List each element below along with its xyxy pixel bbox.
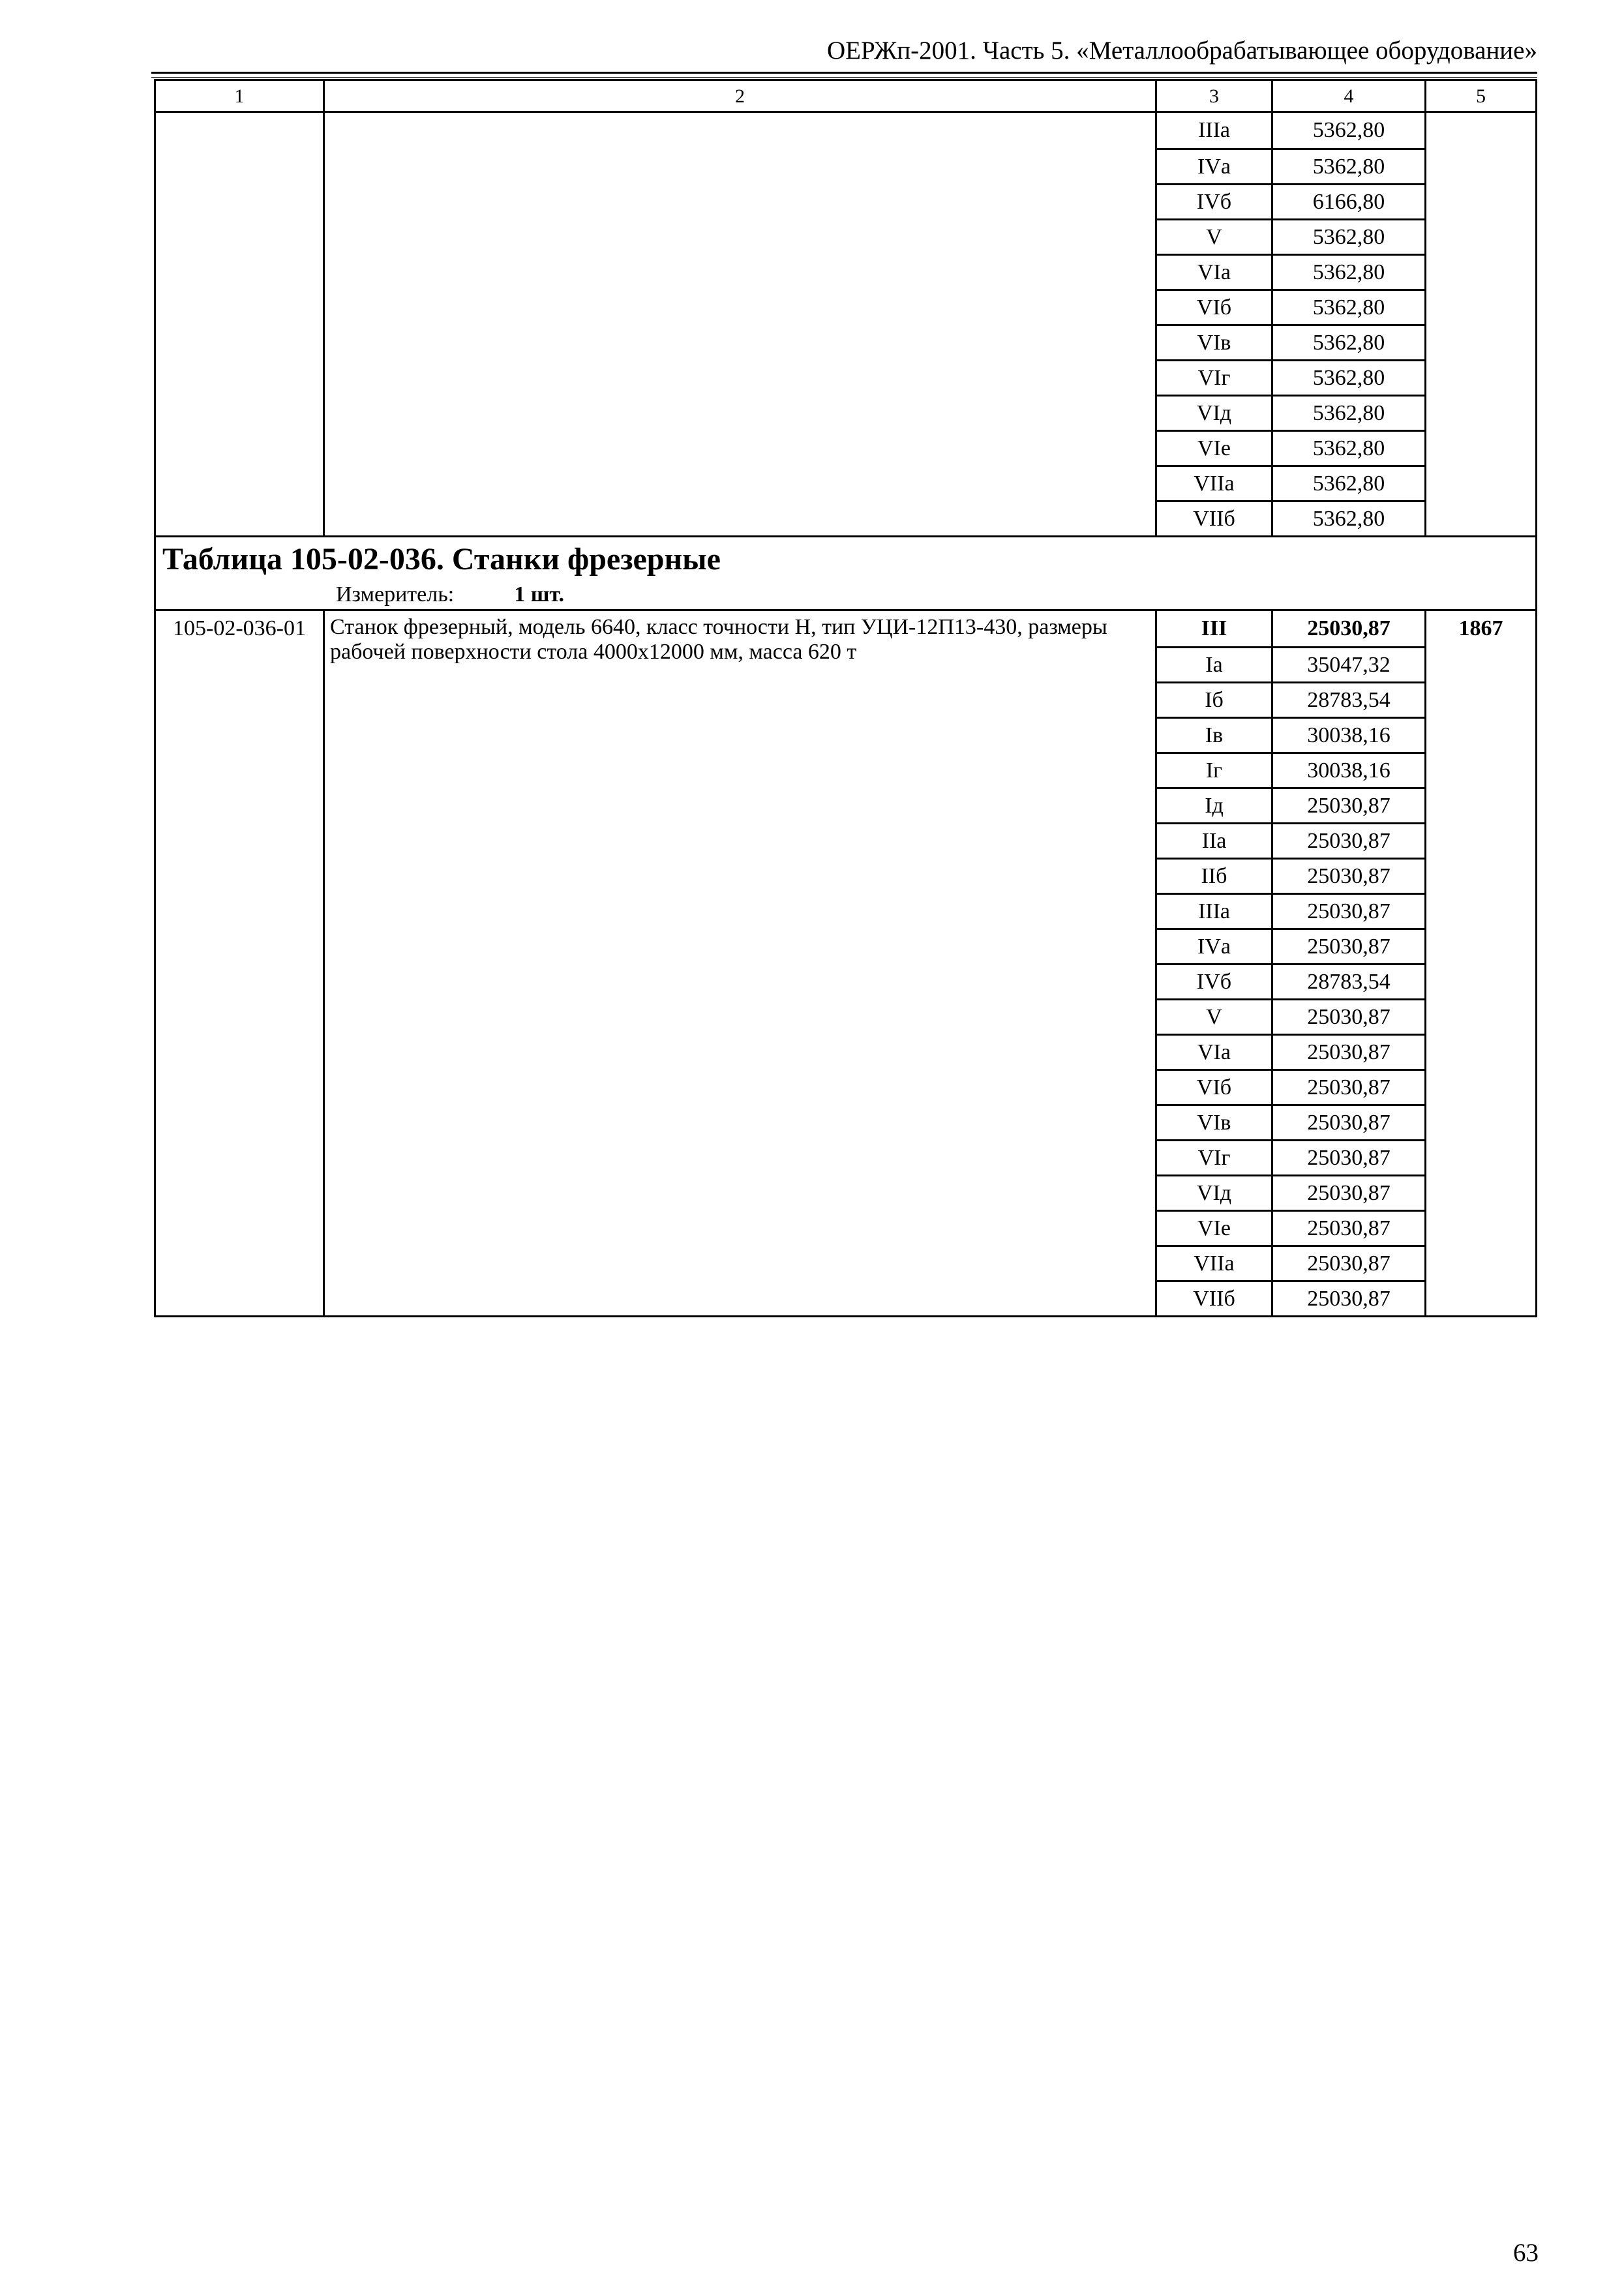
zone-value: III xyxy=(1201,616,1227,641)
price-value: 25030,87 xyxy=(1273,1245,1424,1280)
column-number: 1 xyxy=(155,80,324,112)
zone-value: Iг xyxy=(1157,752,1271,787)
price-value: 25030,87 xyxy=(1273,998,1424,1034)
price-cell xyxy=(1272,112,1426,537)
column-number: 3 xyxy=(1156,80,1272,112)
price-value: 28783,54 xyxy=(1273,963,1424,998)
zone-value: VIе xyxy=(1157,430,1271,465)
zone-value: IVб xyxy=(1157,183,1271,218)
price-value: 5362,80 xyxy=(1273,148,1424,183)
description-cell xyxy=(324,112,1156,537)
price-value: 25030,87 xyxy=(1273,1104,1424,1139)
column-number: 4 xyxy=(1272,80,1426,112)
entry-code: 105-02-036-01 xyxy=(155,610,324,1317)
zone-value: IVб xyxy=(1157,963,1271,998)
zone-value: VIб xyxy=(1157,1069,1271,1104)
zone-value: Iд xyxy=(1157,787,1271,822)
price-value: 5362,80 xyxy=(1273,218,1424,254)
price-value: 5362,80 xyxy=(1312,118,1385,143)
table-title-cell xyxy=(155,537,1537,610)
price-value: 5362,80 xyxy=(1273,395,1424,430)
price-cell xyxy=(1272,610,1426,1317)
zone-list xyxy=(1157,611,1271,1315)
price-value: 30038,16 xyxy=(1273,752,1424,787)
entry-row xyxy=(155,610,1537,1317)
price-list xyxy=(1273,113,1424,535)
price-value: 25030,87 xyxy=(1273,1210,1424,1245)
page-number: 63 xyxy=(1513,2239,1539,2267)
table-title-row xyxy=(155,537,1537,610)
zone-value: VIIб xyxy=(1157,1280,1271,1315)
price-value: 5362,80 xyxy=(1273,465,1424,500)
price-value: 25030,87 xyxy=(1273,858,1424,893)
price-value: 25030,87 xyxy=(1273,1034,1424,1069)
zone-value: VIIб xyxy=(1157,500,1271,535)
zone-value: VIв xyxy=(1157,1104,1271,1139)
header-rule xyxy=(151,72,1537,74)
col5-cell xyxy=(1426,112,1537,537)
price-value: 35047,32 xyxy=(1273,646,1424,681)
price-value: 5362,80 xyxy=(1273,289,1424,324)
zone-value: VIIа xyxy=(1157,1245,1271,1280)
column-number: 5 xyxy=(1426,80,1537,112)
price-value: 5362,80 xyxy=(1273,324,1424,359)
zone-list xyxy=(1157,113,1271,535)
entry-col5: 1867 xyxy=(1426,610,1537,1317)
price-list xyxy=(1273,611,1424,1315)
price-value: 25030,87 xyxy=(1273,1280,1424,1315)
zone-value: VIг xyxy=(1157,1139,1271,1174)
zone-value: Iа xyxy=(1157,646,1271,681)
zone-value: IIIа xyxy=(1157,893,1271,928)
price-value: 25030,87 xyxy=(1273,1139,1424,1174)
zone-value: V xyxy=(1157,998,1271,1034)
column-number-row xyxy=(155,80,1537,112)
code-cell xyxy=(155,112,324,537)
meter-label: Измеритель: xyxy=(336,582,455,606)
zone-value: IIб xyxy=(1157,858,1271,893)
zone-value: IVа xyxy=(1157,928,1271,963)
zone-value: IIа xyxy=(1157,822,1271,858)
price-value: 25030,87 xyxy=(1273,787,1424,822)
price-value: 28783,54 xyxy=(1273,681,1424,717)
zone-value: Iб xyxy=(1157,681,1271,717)
zone-value: VIIа xyxy=(1157,465,1271,500)
zone-value: Iв xyxy=(1157,717,1271,752)
zone-value: VIв xyxy=(1157,324,1271,359)
zone-value: VIг xyxy=(1157,359,1271,395)
header-rule-thin xyxy=(151,77,1537,78)
zone-value: VIа xyxy=(1157,1034,1271,1069)
price-value: 5362,80 xyxy=(1273,430,1424,465)
zone-value: VIе xyxy=(1157,1210,1271,1245)
zone-value: IIIа xyxy=(1197,118,1231,143)
zone-value: VIа xyxy=(1157,254,1271,289)
zone-value: VIб xyxy=(1157,289,1271,324)
table-title: Таблица 105-02-036. Станки фрезерные xyxy=(162,542,721,576)
continued-entry-row xyxy=(155,112,1537,537)
zone-value: V xyxy=(1157,218,1271,254)
zone-value: VIд xyxy=(1157,395,1271,430)
price-value: 6166,80 xyxy=(1273,183,1424,218)
entry-description: Станок фрезерный, модель 6640, класс точности Н, тип УЦИ-12П13-430, размеры рабочей поверхности стола 4000х12000 мм, масса 620 т xyxy=(324,610,1156,1317)
price-value: 25030,87 xyxy=(1273,1174,1424,1210)
price-value: 25030,87 xyxy=(1273,1069,1424,1104)
zone-value: VIд xyxy=(1157,1174,1271,1210)
price-value: 25030,87 xyxy=(1307,616,1391,641)
price-value: 5362,80 xyxy=(1273,359,1424,395)
column-number: 2 xyxy=(324,80,1156,112)
price-value: 25030,87 xyxy=(1273,822,1424,858)
zone-cell xyxy=(1156,112,1272,537)
price-value: 5362,80 xyxy=(1273,254,1424,289)
meter-unit: 1 шт. xyxy=(514,582,565,606)
meter-line xyxy=(336,582,1529,606)
price-value: 25030,87 xyxy=(1273,928,1424,963)
zone-value: IVа xyxy=(1157,148,1271,183)
price-table xyxy=(154,79,1537,1317)
zone-cell xyxy=(1156,610,1272,1317)
price-value: 30038,16 xyxy=(1273,717,1424,752)
running-header: ОЕРЖп-2001. Часть 5. «Металлообрабатывающее оборудование» xyxy=(827,37,1537,65)
price-value: 5362,80 xyxy=(1273,500,1424,535)
price-value: 25030,87 xyxy=(1273,893,1424,928)
